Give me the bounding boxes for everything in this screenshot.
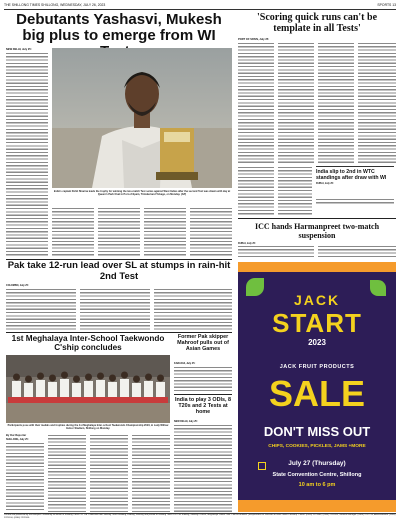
lead-dateline: NEW DELHI, July 25: — [6, 48, 32, 51]
icc-dateline: DUBAI, July 25: — [238, 242, 256, 245]
running-header — [4, 3, 396, 10]
header-right: SPORTS 13 — [377, 3, 396, 7]
quote-dateline: PORT OF SPAIN, July 25: — [238, 38, 270, 41]
advert-year: 2023 — [308, 338, 326, 347]
lead-col-3 — [98, 207, 140, 257]
lead-col-1 — [6, 52, 48, 257]
farhad-dateline: KARACHI, July 25: — [174, 362, 196, 365]
footer-imprint: Printed and published by Smt Manjula Chaudhury on behalf of Shillong Times Pvt. Ltd. Published from Shillong Times Building, Rilbong, Shillong and printed at Shillong Times Pvt. Ltd. Rilbong, Shillong-793004, Meghalaya. Editor: Smt. Patricia Mukhim. (Responsible for selection of news under PRB Act). Phone: (0364) 2223488, (0364) 2229106, General Manager: (0364) 2227799, Advertisement: (0364) 2229104, (0364) 2229106. — [4, 514, 396, 519]
icc-col-1 — [238, 245, 314, 257]
tkd-col-2 — [48, 434, 86, 512]
advert-date: July 27 (Thursday) — [288, 460, 346, 467]
quote-col-4 — [358, 42, 396, 164]
quote-col-1 — [238, 42, 274, 164]
pak-col-2 — [80, 288, 150, 330]
quote-headline: 'Scoring quick runs can't be template in all Tests' — [256, 12, 378, 34]
tkd-col-1 — [6, 442, 44, 512]
tkd-photo — [6, 355, 170, 423]
tkd-headline: 1st Meghalaya Inter-School Taekwondo C'ship concludes — [11, 334, 165, 353]
advert-brand-big: START — [272, 308, 362, 338]
farhad-headline: Former Pak skipper Mahroof pulls out of Asian Games — [177, 334, 229, 353]
tkd-col-3 — [90, 434, 128, 512]
farhad-col — [174, 366, 232, 392]
advert-time: 10 am to 6 pm — [298, 482, 336, 488]
pak-dateline: COLOMBO, July 25: — [6, 284, 29, 287]
advert-brand-small: JACK — [293, 292, 341, 308]
cricketer-photo — [52, 48, 232, 188]
tkd-col-4 — [132, 434, 170, 512]
india-women-dateline: NEW DELHI, July 25: — [174, 420, 198, 423]
india-women-col — [174, 424, 232, 512]
ranking-headline: India slip to 2nd in WTC standings after draw with WI — [316, 169, 387, 181]
icc-col-2 — [318, 245, 396, 257]
lead-col-5 — [190, 207, 232, 257]
advert-orange-accent — [238, 262, 396, 272]
india-women-rule — [174, 394, 232, 395]
advert-venue: State Convention Centre, Shillong — [272, 472, 362, 478]
lead-col-4 — [144, 207, 186, 257]
advert-sale: SALE — [268, 373, 365, 414]
lead-col-2 — [52, 207, 94, 257]
advert-bottom-accent — [238, 500, 396, 512]
quote-col-2 — [278, 42, 314, 164]
lead-photo — [52, 48, 232, 188]
ranking-dateline: DUBAI, July 25: — [316, 182, 334, 185]
india-women-headline: India to play 3 ODIs, 8 T20s and 2 Tests at home — [174, 397, 232, 416]
advert-subline: CHIPS, COOKIES, PICKLES, JAMS +MORE — [268, 444, 366, 449]
quote-col-5 — [238, 166, 274, 216]
tkd-dateline: SHILLONG, July 25: — [6, 438, 29, 441]
quote-col-3 — [318, 42, 354, 164]
pak-col-3 — [154, 288, 232, 330]
tkd-photo-caption: Participants pose with their medals and trophies during the 1st Meghalaya Inter-school Taekwondo Championship 2023, in Lady Willow Indoor Stadium, Shillong on Monday. — [7, 424, 169, 431]
pak-headline: Pak take 12-run lead over SL at stumps in rain-hit 2nd Test — [7, 260, 231, 282]
header-left: THE SHILLONG TIMES SHILLONG, WEDNESDAY, JULY 26, 2023 — [4, 3, 106, 7]
lead-headline: Debutants Yashasvi, Mukesh big plus to emerge from WI — [16, 11, 222, 44]
ranking-col — [316, 198, 394, 204]
icc-headline: ICC hands Harmanpreet two-match suspension — [254, 222, 380, 240]
tkd-byline: By Our Reporter — [6, 434, 27, 437]
icc-top-rule — [238, 218, 396, 219]
pak-col-1 — [6, 288, 76, 330]
lead-photo-caption: India's captain Rohit Sharma leads the trophy for winning the two-match Test series against West Indies after the second Test was drawn with day at Queen's Park Oval in Port-of-Spain, Trinidad and Tobago, on Monday. (AP) — [53, 190, 231, 197]
group-photo — [6, 355, 170, 423]
advert-cta: DON'T MISS OUT — [263, 424, 371, 439]
quote-col-6 — [278, 166, 312, 216]
ranking-box — [316, 166, 394, 217]
jackstart-advert[interactable] — [238, 262, 396, 512]
tkd-top-rule — [6, 332, 232, 333]
advert-tagline: JACK FRUIT PRODUCTS — [279, 364, 355, 370]
